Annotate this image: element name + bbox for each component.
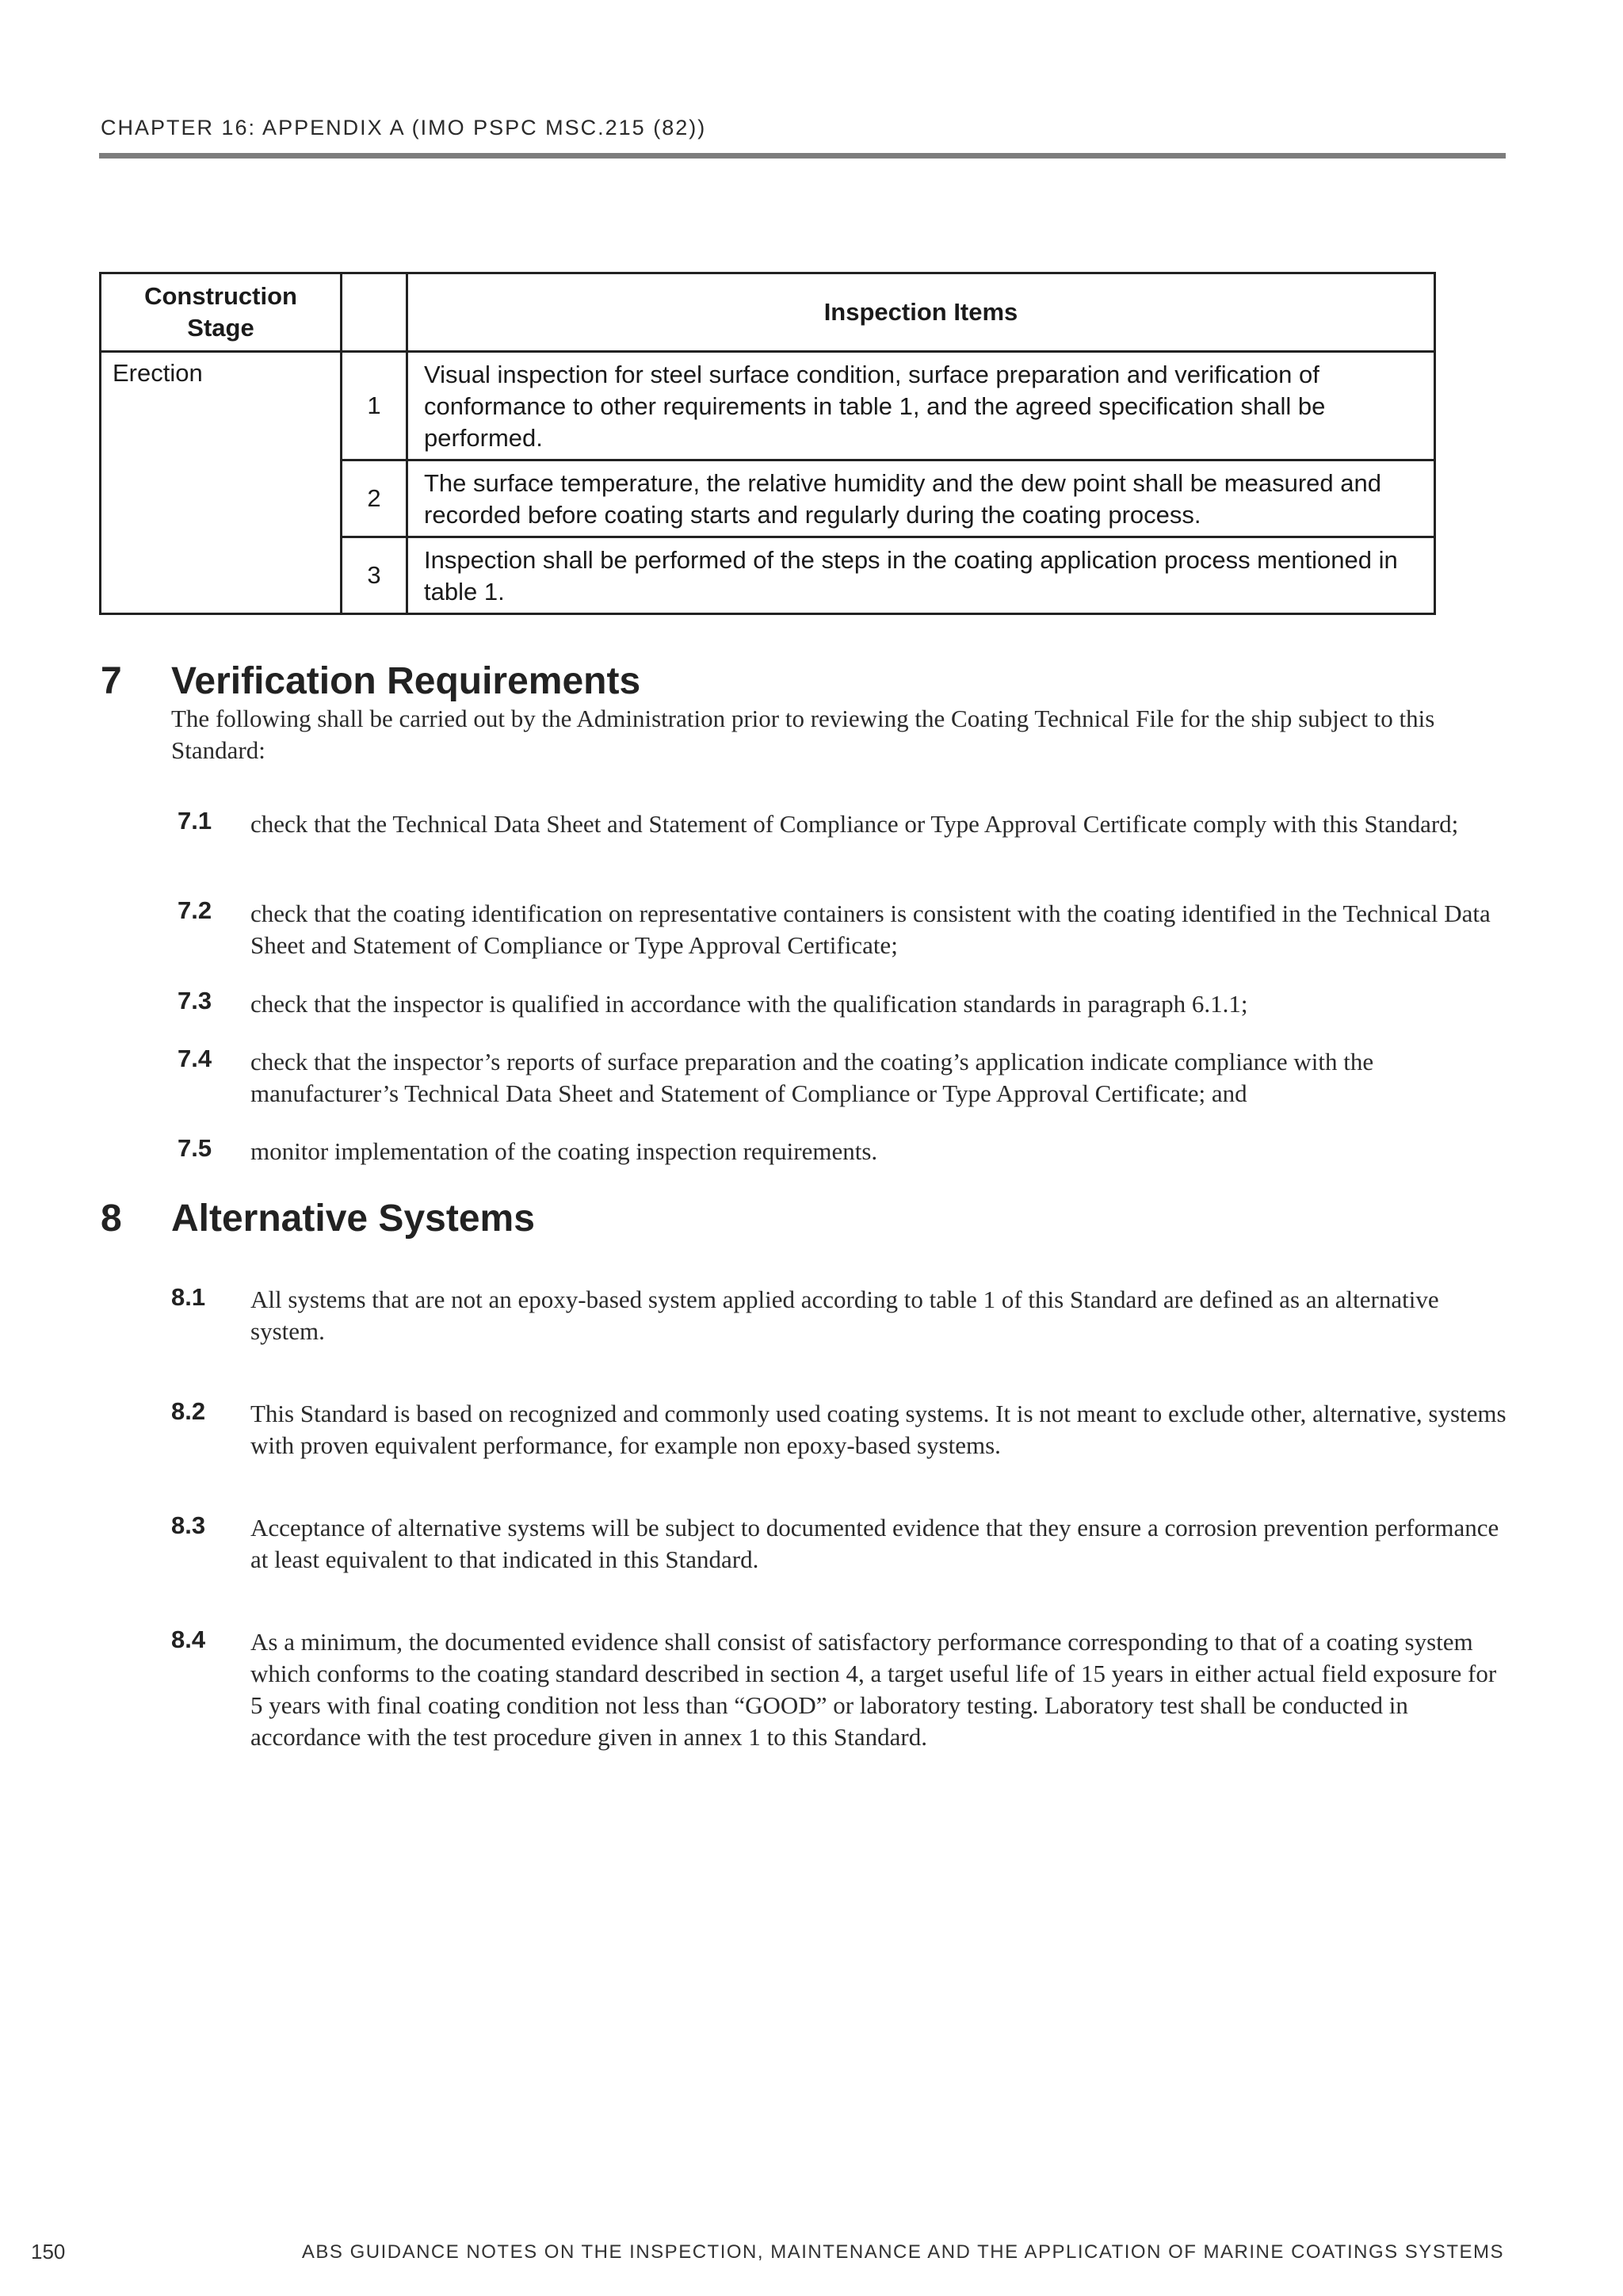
section-title: Verification Requirements xyxy=(171,660,641,702)
column-header-inspection-items: Inspection Items xyxy=(407,273,1435,352)
inspection-table xyxy=(99,272,1436,615)
clause-text: As a minimum, the documented evidence shall consist of satisfactory performance corresponding to that of a coating system which conforms to the coating standard described in section 4, a target useful life of 15 years in either actual field exposure for 5 years with final coating condition not less than “GOOD” or laboratory testing. Laboratory test shall be conducted in accordance with the test procedure given in annex 1 to this Standard. xyxy=(250,1628,1497,1751)
section-number: 8 xyxy=(101,1198,122,1240)
column-header-number xyxy=(342,273,407,352)
cell-item-number: 3 xyxy=(342,537,407,614)
clause-number: 7.3 xyxy=(178,987,212,1014)
clause-number: 7.4 xyxy=(178,1045,212,1072)
table-row xyxy=(101,352,1435,460)
clause-text: monitor implementation of the coating inspection requirements. xyxy=(250,1137,878,1165)
clause-text: All systems that are not an epoxy-based system applied according to table 1 of this Standard are defined as an alternative system. xyxy=(250,1286,1439,1345)
clause-number: 8.1 xyxy=(171,1283,206,1311)
page-number: 150 xyxy=(31,2240,66,2264)
section-7-intro: The following shall be carried out by the Administration prior to reviewing the Coating Technical File for the ship subject to this Standard: xyxy=(171,705,1435,764)
clause-text: check that the coating identification on representative containers is consistent with the coating identified in the Technical Data Sheet and Statement of Compliance or Type Approval Certificate; xyxy=(250,900,1491,959)
header-rule xyxy=(99,153,1506,159)
running-footer: ABS GUIDANCE NOTES ON THE INSPECTION, MAINTENANCE AND THE APPLICATION OF MARINE COATINGS SYSTEMS xyxy=(301,2241,1504,2263)
section-8-heading xyxy=(0,1197,1623,1244)
clause-text: check that the Technical Data Sheet and Statement of Compliance or Type Approval Certificate comply with this Standard; xyxy=(250,810,1459,838)
cell-item-number: 2 xyxy=(342,460,407,537)
clause-number: 7.2 xyxy=(178,896,212,924)
clause-number: 7.5 xyxy=(178,1134,212,1162)
clause-text: This Standard is based on recognized and commonly used coating systems. It is not meant to exclude other, alternative, systems with proven equivalent performance, for example non epoxy-based systems. xyxy=(250,1400,1507,1459)
clause-text: check that the inspector’s reports of surface preparation and the coating’s application indicate compliance with the manufacturer’s Technical Data Sheet and Statement of Compliance or Type Approval Certificate; and xyxy=(250,1048,1374,1107)
clause-number: 8.3 xyxy=(171,1511,206,1539)
cell-construction-stage: Erection xyxy=(101,352,342,614)
clause-number: 8.4 xyxy=(171,1626,206,1653)
section-title: Alternative Systems xyxy=(171,1198,535,1240)
cell-inspection-item: Visual inspection for steel surface condition, surface preparation and verification of conformance to other requirements in table 1, and the agreed specification shall be performed. xyxy=(407,352,1435,460)
clause-number: 8.2 xyxy=(171,1397,206,1425)
cell-item-number: 1 xyxy=(342,352,407,460)
clause-text: check that the inspector is qualified in accordance with the qualification standards in paragraph 6.1.1; xyxy=(250,990,1248,1018)
table-header-row xyxy=(101,273,1435,352)
column-header-construction-stage: Construction Stage xyxy=(101,273,342,352)
running-header: CHAPTER 16: APPENDIX A (IMO PSPC MSC.215 (82)) xyxy=(101,116,707,139)
clause-text: Acceptance of alternative systems will be subject to documented evidence that they ensure a corrosion prevention performance at least equivalent to that indicated in this Standard. xyxy=(250,1514,1499,1573)
clause-number: 7.1 xyxy=(178,807,212,835)
cell-inspection-item: The surface temperature, the relative humidity and the dew point shall be measured and recorded before coating starts and regularly during the coating process. xyxy=(407,460,1435,537)
section-number: 7 xyxy=(101,660,122,702)
cell-inspection-item: Inspection shall be performed of the steps in the coating application process mentioned in table 1. xyxy=(407,537,1435,614)
section-7-heading xyxy=(0,659,1623,707)
